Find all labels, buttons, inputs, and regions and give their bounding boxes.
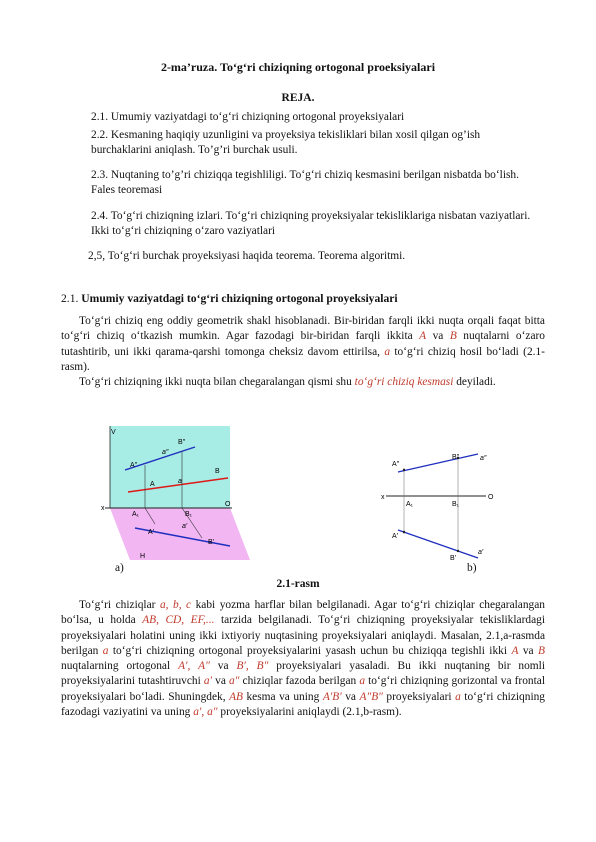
label-a2: A″: [130, 462, 138, 469]
label-b2-b: B″: [452, 454, 460, 461]
label-b2: B″: [178, 439, 186, 446]
plan-item-1: 2.1. Umumiy vaziyatdagi to‘g‘ri chiziqning ortogonal proyeksiyalari: [91, 111, 405, 123]
figure-b-epure: [378, 452, 498, 564]
horizontal-projection-line: [398, 530, 478, 558]
label-x-b: x: [381, 494, 385, 501]
label-b1p: B′: [208, 539, 214, 546]
point-a2: [403, 469, 405, 471]
label-a: A: [150, 481, 155, 488]
label-line-a1p: a′: [182, 523, 188, 530]
label-b1: B₁: [185, 511, 193, 518]
lecture-title: 2-ma’ruza. To‘g‘ri chiziqning ortogonal proeksiyalari: [160, 60, 436, 74]
point-a1p: [403, 531, 405, 533]
intro-text: [61, 314, 545, 390]
label-a1-b: A₁: [406, 501, 414, 508]
section-number: 2.1.: [61, 292, 79, 305]
label-x: x: [101, 505, 105, 512]
figure-b-label: b): [467, 562, 477, 574]
section-title: Umumiy vaziyatdagi to‘g‘ri chiziqning ortogonal proyeksiyalari: [81, 292, 398, 305]
label-o: O: [225, 501, 231, 508]
label-line-a2: a″: [162, 449, 169, 456]
paragraph-1: To‘g‘ri chiziq eng oddiy geometrik shakl hisoblanadi. Bir-biridan farqli ikki nuqta orqali faqat bitta to‘g‘ri chiziq o‘tkazish mumkin. Agar fazodagi bir-biridan farqli ikkita A va B nuqtalarni o‘zaro tutashtirib, uni ikki qarama-qarshi tomonga cheksiz davom ettirilsa, a to‘g‘ri chiziq hosil bo‘ladi (2.1-rasm).: [61, 315, 545, 373]
label-b1p-b: B′: [450, 555, 456, 562]
plan-item-2: 2.2. Kesmaning haqiqiy uzunligini va proyeksiya tekisliklari bilan xosil qilgan og’ish burchaklarini aniqlash. To’g’ri burchak usuli.: [91, 129, 481, 156]
label-line-a1p-b: a′: [478, 549, 484, 556]
label-o-b: O: [488, 494, 494, 501]
figure-a-space-diagram: [100, 420, 250, 565]
plan-item-3: 2.3. Nuqtaning to’g’ri chiziqqa tegishliligi. To‘g‘ri chiziq kesmasini berilgan nisbatda bo‘lish. Fales teoremasi: [91, 169, 519, 196]
figure-a-label: a): [115, 562, 124, 574]
label-a2-b: A″: [392, 461, 400, 468]
body-text: [61, 598, 545, 720]
figure-caption: 2.1-rasm: [276, 578, 320, 590]
plan-heading: REJA.: [281, 92, 315, 104]
label-b: B: [215, 468, 220, 475]
label-line-a2-b: a″: [480, 455, 487, 462]
section-heading: [61, 292, 398, 305]
horizontal-plane-h: [110, 508, 250, 560]
plan-item-4: 2.4. To‘g‘ri chiziqning izlari. To‘g‘ri chiziqning proyeksiyalar tekisliklariga nisbatan vaziyatlari. Ikki to‘g‘ri chiziqning o‘zaro vaziyatlari: [91, 210, 531, 237]
point-b1p: [457, 550, 459, 552]
paragraph-3: To‘g‘ri chiziqlar a, b, c kabi yozma harflar bilan belgilanadi. Agar to‘g‘ri chiziqlar chegaralangan bo‘lsa, u holda AB, CD, EF,... tarzida belgilanadi. To‘g‘ri chiziqning proyeksiyalar tekisliklardagi proyeksiyalari holatini uning ikki ixtiyoriy nuqtasining proyeksiyalari aniqlaydi. Masalan, 2.1,a-rasmda berilgan a to‘g‘ri chiziqning ortogonal proyeksiyalarini yasash uchun bu chiziqqa tegishli ikki A va B nuqtalarning ortogonal A′, A″ va B′, B″ proyeksiyalari yasaladi. Bu ikki nuqtaning bir nomli proyeksiyalarini tutashtiruvchi a′ va a″ chiziqlar fazoda berilgan a to‘g‘ri chiziqning gorizontal va frontal proyeksiyalari bo‘ladi. Shuningdek, AB kesma va uning A′B′ va A″B″ proyeksiyalari a to‘g‘ri chiziqning fazodagi vaziyatini va uning a′, a″ proyeksiyalarini aniqlaydi (2.1,b-rasm).: [61, 599, 546, 719]
label-h: H: [140, 553, 146, 560]
label-b1-b: B₁: [452, 501, 460, 508]
label-line-a: a: [178, 478, 182, 485]
frontal-plane-v: [110, 426, 230, 508]
label-a1p: A′: [148, 529, 154, 536]
label-a1p-b: A′: [392, 533, 398, 540]
plan-item-5: 2,5, To‘g‘ri burchak proyeksiyasi haqida teorema. Teorema algoritmi.: [88, 250, 406, 262]
label-a1: A₁: [132, 511, 140, 518]
label-v: V: [111, 429, 116, 436]
frontal-projection-line: [398, 454, 478, 472]
paragraph-2: To‘g‘ri chiziqning ikki nuqta bilan chegaralangan qismi shu to‘g‘ri chiziq kesmasi deyiladi.: [79, 376, 496, 389]
